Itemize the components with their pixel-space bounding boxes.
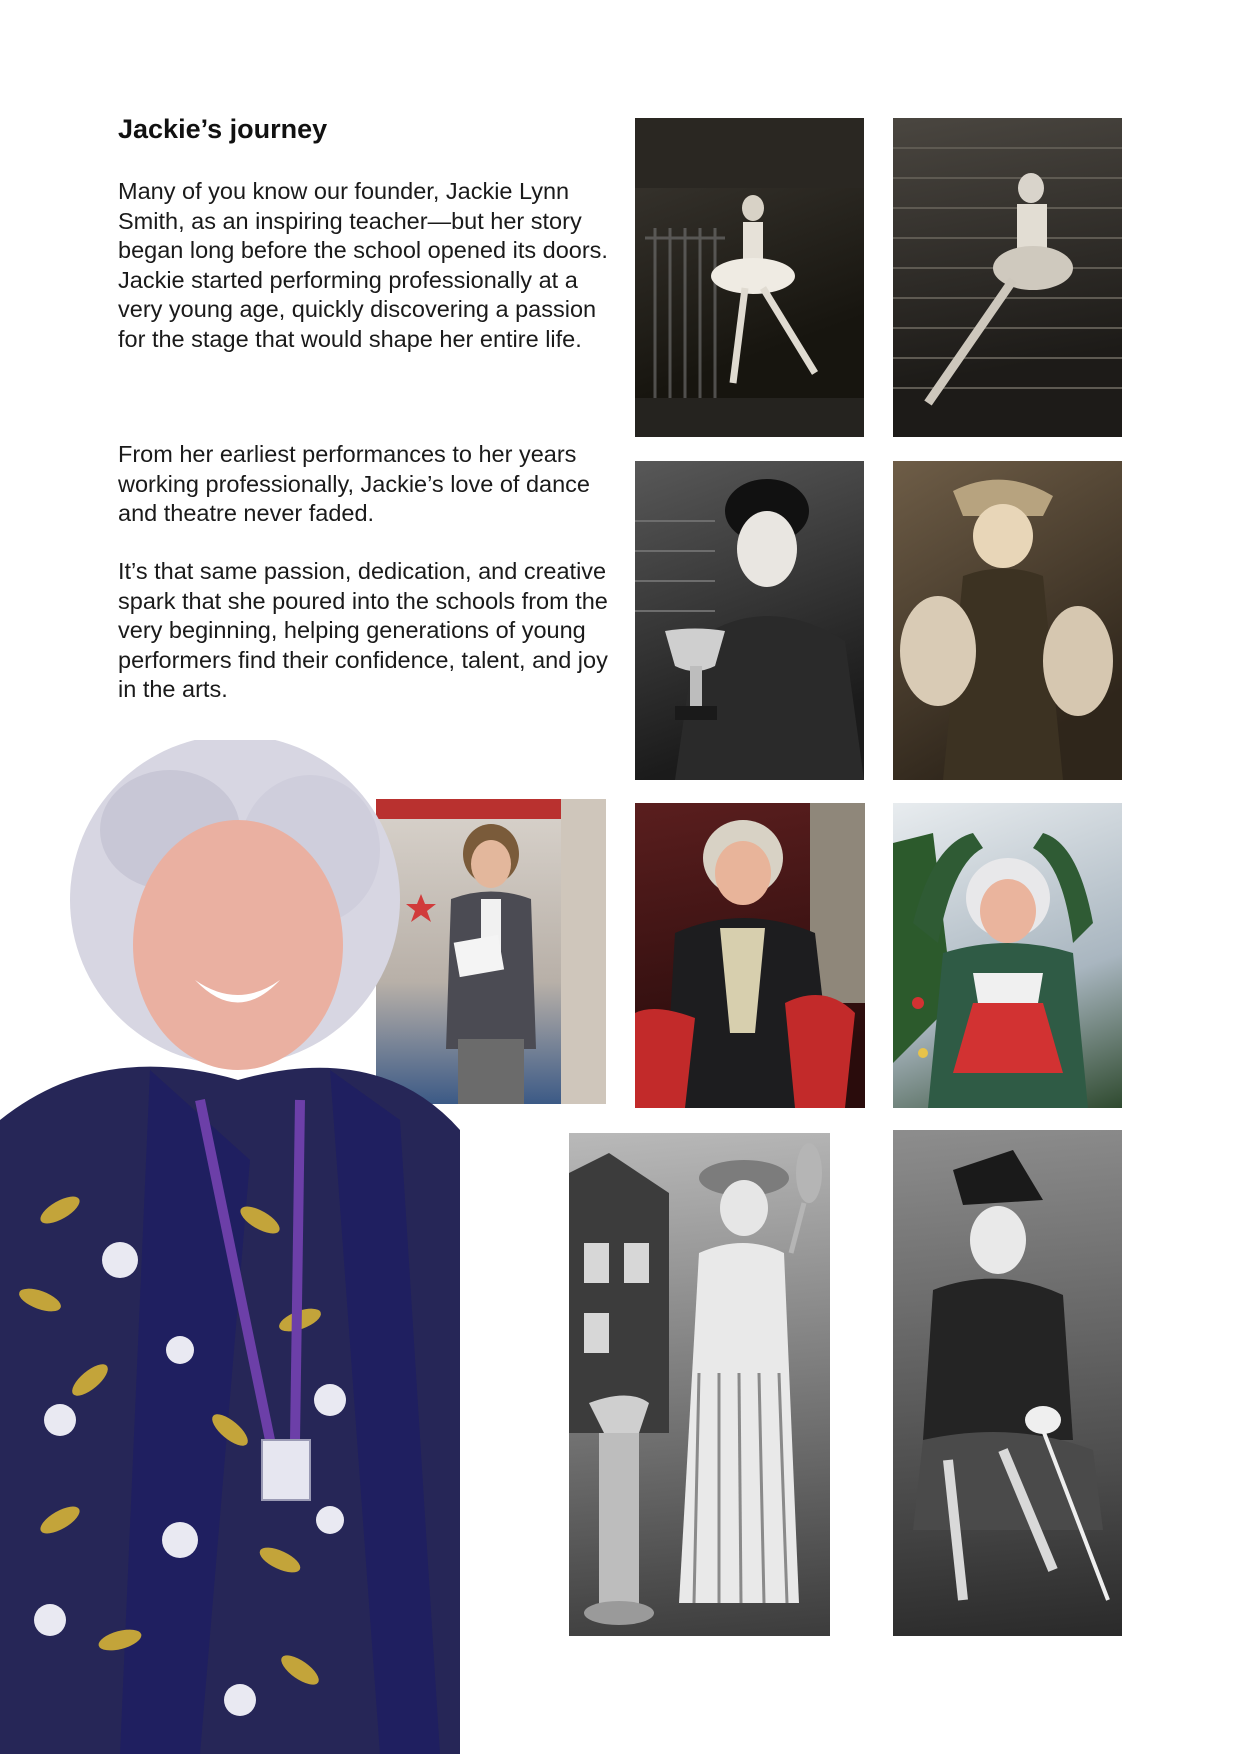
article-paragraph-3: It’s that same passion, dedication, and creative spark that she poured into the schools from the very beginning, helping generations of young performers find their confidence, talent, and joy in the arts. xyxy=(118,558,608,702)
ballerina-on-stairs-photo xyxy=(893,118,1122,437)
ballerina-at-gate-photo xyxy=(635,118,864,437)
article-paragraph-2: From her earliest performances to her years working professionally, Jackie’s love of dance and theatre never faded. xyxy=(118,441,590,526)
costume-portrait-photo xyxy=(893,461,1122,780)
trophy-portrait-photo xyxy=(635,461,864,780)
mirror-costume-photo xyxy=(569,1133,830,1636)
christmas-jumper-photo xyxy=(893,803,1122,1108)
seated-pantomime-photo xyxy=(893,1130,1122,1636)
founder-portrait-photo xyxy=(0,740,460,1754)
article-heading: Jackie’s journey xyxy=(118,114,328,144)
article-paragraph-1: Many of you know our founder, Jackie Lynn Smith, as an inspiring teacher—but her story began long before the school opened its doors. Jackie started performing professionally at a very young age, quickly discovering a passion for the stage that would shape her entire life. xyxy=(118,178,608,352)
seated-theatre-photo xyxy=(635,803,865,1108)
